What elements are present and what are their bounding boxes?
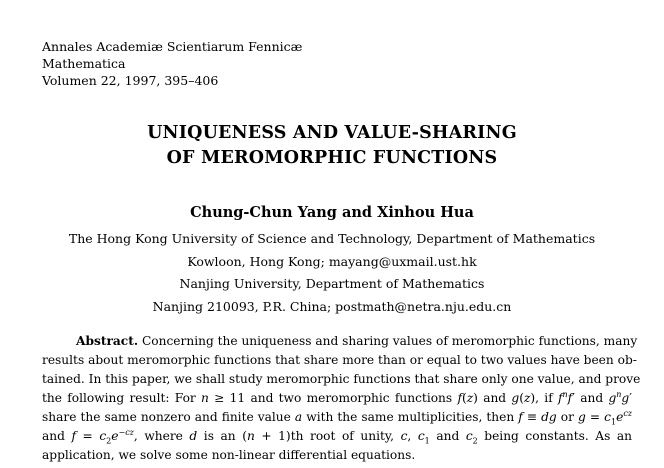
- abstract-line: tained. In this paper, we shall study meromorphic functions that share only one value, and prove: [42, 372, 641, 386]
- authors: Chung-Chun Yang and Xinhou Hua: [190, 204, 474, 221]
- title-line-1: UNIQUENESS AND VALUE-SHARING: [147, 123, 517, 143]
- abstract-label: Abstract.: [76, 334, 139, 348]
- journal-header: [42, 38, 302, 89]
- abstract-line: application, we solve some non-linear differential equations.: [42, 448, 416, 462]
- affiliations: [0, 228, 664, 318]
- abstract-line: share the same nonzero and finite value a with the same multiplicities, then f ≡ dg or $g = c_1e^{cz}$: [42, 408, 633, 427]
- paper-title: [0, 121, 664, 171]
- affiliation-line: Kowloon, Hong Kong; mayang@uxmail.ust.hk: [187, 253, 477, 269]
- journal-series: Mathematica: [42, 56, 126, 71]
- abstract-line: and $f = c_2e^{-cz}$, where d is an (n + 1)th root of unity, c, $c_1$ and $c_2$ being constants. As an: [42, 427, 633, 446]
- abstract-line: the following result: For n ≥ 11 and two meromorphic functions f(z) and g(z), if $f^nf'$ and $g^ng'$: [42, 389, 633, 405]
- affiliation-line: Nanjing University, Department of Mathematics: [179, 276, 485, 291]
- title-line-2: OF MEROMORPHIC FUNCTIONS: [166, 148, 498, 168]
- abstract: [42, 332, 641, 465]
- affiliation-line: The Hong Kong University of Science and Technology, Department of Mathematics: [68, 231, 596, 246]
- journal-name: Annales Academiæ Scientiarum Fennicæ: [42, 39, 303, 54]
- affiliation-line: Nanjing 210093, P.R. China; postmath@netra.nju.edu.cn: [152, 298, 512, 314]
- abstract-line: Abstract. Concerning the uniqueness and sharing values of meromorphic functions, many: [76, 334, 638, 348]
- journal-volume: Volumen 22, 1997, 395–406: [42, 73, 219, 88]
- abstract-line: results about meromorphic functions that share more than or equal to two values have been ob-: [42, 353, 637, 367]
